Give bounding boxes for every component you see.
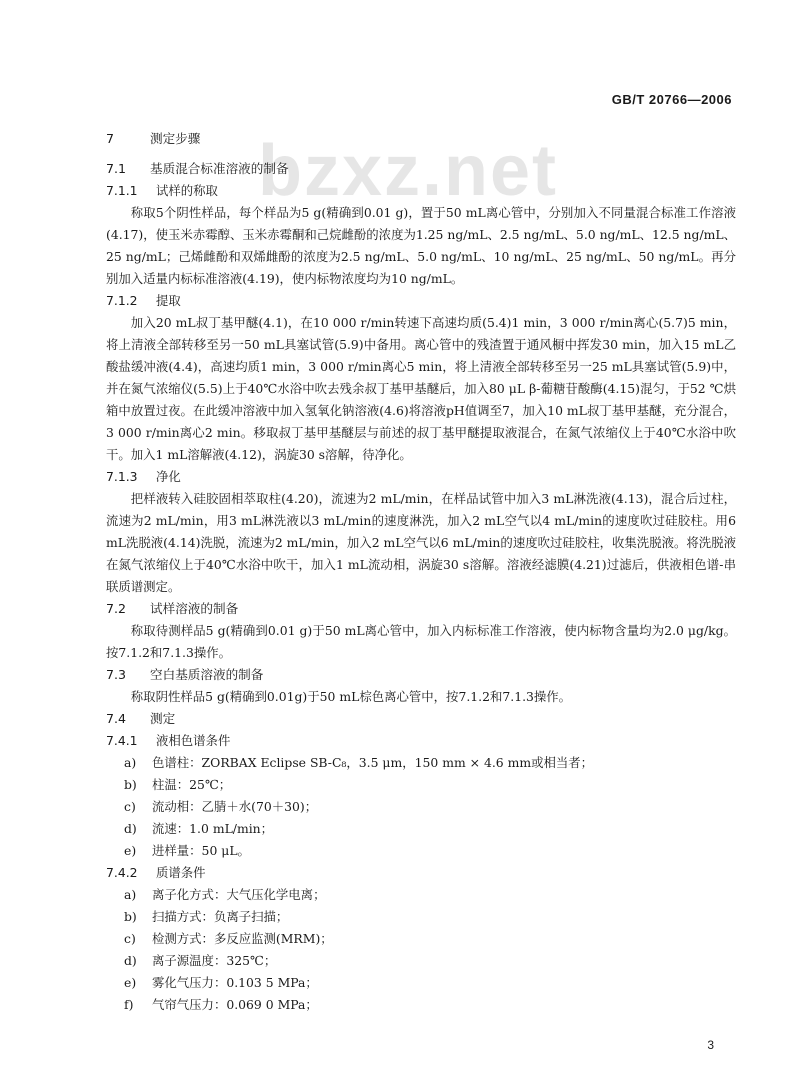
list-item: e) 进样量：50 μL。 — [124, 843, 250, 858]
list-item: a) 离子化方式：大气压化学电离； — [124, 887, 326, 902]
list-item: f) 气帘气压力：0.069 0 MPa； — [124, 997, 318, 1012]
section-7-4-heading: 7.4 测定 — [106, 711, 176, 726]
list-item: d) 流速：1.0 mL/min； — [124, 821, 274, 836]
list-item: a) 色谱柱：ZORBAX Eclipse SB-C₈，3.5 μm，150 mm × 4.6 mm或相当者； — [124, 755, 594, 770]
section-7-2-heading: 7.2 试样溶液的制备 — [106, 601, 239, 616]
list-item: e) 雾化气压力：0.103 5 MPa； — [124, 975, 318, 990]
section-7-1-1-heading: 7.1.1 试样的称取 — [106, 183, 218, 198]
section-7-3-text: 称取阴性样品5 g(精确到0.01g)于50 mL棕色离心管中，按7.1.2和7.1.3操作。 — [130, 689, 572, 704]
list-item: b) 柱温：25℃； — [124, 777, 232, 792]
section-7-1-2-text: 加入20 mL叔丁基甲醚(4.1)，在10 000 r/min转速下高速均质(5.4)1 min，3 000 r/min离心(5.7)5 min，将上清液全部转移至另一50 mL具塞试管(5.9)中备用。离心管中的残渣置于通风橱中挥发30 min，加入15 mL乙酸盐缓冲液(4.4)，高速均质1 min，3 000 r/min离心5 min，将上清液全部转移至另一25 mL具塞试管(5.9)中，并在氮气浓缩仪(5.5)上于40℃水浴中吹去残余叔丁基甲基醚后，加入80 μL β-葡糖苷酸酶(4.15)混匀，于52 ℃烘箱中放置过夜。在此缓冲溶液中加入氢氧化钠溶液(4.6)将溶液pH值调至7，加入10 mL叔丁基甲基醚，充分混合，3 000 r/min离心2 min。移取叔丁基甲基醚层与前述的叔丁基甲醚提取液混合，在氮气浓缩仪上于40℃水浴中吹干。加入1 mL溶解液(4.12)，涡旋30 s溶解，待净化。 — [106, 315, 736, 462]
list-item: d) 离子源温度：325℃； — [124, 953, 277, 968]
section-7-1-3-heading: 7.1.3 净化 — [106, 469, 181, 484]
section-7-1-1-text: 称取5个阴性样品，每个样品为5 g(精确到0.01 g)，置于50 mL离心管中，分别加入不同量混合标准工作溶液(4.17)，使玉米赤霉醇、玉米赤霉酮和己烷雌酚的浓度为1.25 ng/mL、2.5 ng/mL、5.0 ng/mL、12.5 ng/mL、25 ng/mL；己烯雌酚和双烯雌酚的浓度为2.5 ng/mL、5.0 ng/mL、10 ng/mL、25 ng/mL、50 ng/mL。再分别加入适量内标标准溶液(4.19)，使内标物浓度均为10 ng/mL。 — [106, 205, 737, 286]
section-7-4-1-heading: 7.4.1 液相色谱条件 — [106, 733, 231, 748]
section-7-4-2-heading: 7.4.2 质谱条件 — [106, 865, 206, 880]
section-7-1-3-text: 把样液转入硅胶固相萃取柱(4.20)，流速为2 mL/min，在样品试管中加入3 mL淋洗液(4.13)，混合后过柱，流速为2 mL/min，用3 mL淋洗液以3 mL/min的速度淋洗，加入2 mL空气以4 mL/min的速度吹过硅胶柱。用6 mL洗脱液(4.14)洗脱，流速为2 mL/min，加入2 mL空气以6 mL/min的速度吹过硅胶柱，收集洗脱液。将洗脱液在氮气浓缩仪上于40℃水浴中吹干，加入1 mL流动相，涡旋30 s溶解。溶液经滤膜(4.21)过滤后，供液相色谱-串联质谱测定。 — [106, 491, 736, 594]
lc-conditions-list — [106, 752, 736, 862]
section-7-1-2-heading: 7.1.2 提取 — [106, 293, 181, 308]
document-body — [106, 128, 736, 1016]
standard-code: GB/T 20766—2006 — [611, 92, 732, 107]
ms-conditions-list — [106, 884, 736, 1016]
watermark-text: bzxz.net — [258, 131, 559, 211]
section-7-heading: 7 测定步骤 — [106, 131, 201, 146]
section-7-3-heading: 7.3 空白基质溶液的制备 — [106, 667, 264, 682]
list-item: c) 流动相：乙腈＋水(70＋30)； — [124, 799, 318, 814]
page-number: 3 — [707, 1038, 714, 1052]
section-7-1-heading: 7.1 基质混合标准溶液的制备 — [106, 161, 289, 176]
list-item: c) 检测方式：多反应监测(MRM)； — [124, 931, 333, 946]
list-item: b) 扫描方式：负离子扫描； — [124, 909, 289, 924]
section-7-2-text: 称取待测样品5 g(精确到0.01 g)于50 mL离心管中，加入内标标准工作溶液，使内标物含量均为2.0 μg/kg。按7.1.2和7.1.3操作。 — [106, 623, 736, 660]
